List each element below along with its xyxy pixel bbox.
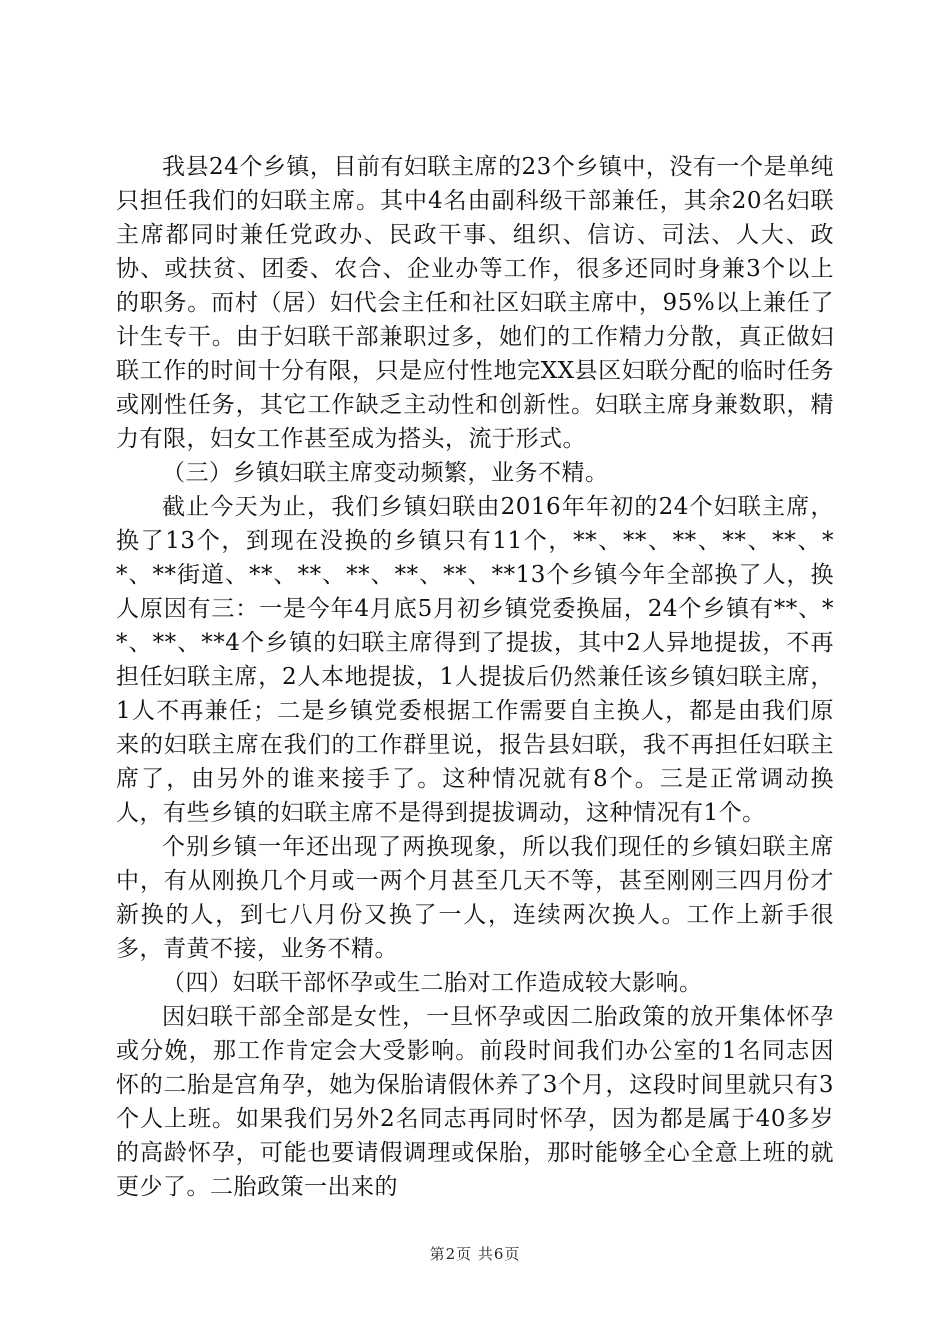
paragraph-frequent-changes: 截止今天为止，我们乡镇妇联由2016年年初的24个妇联主席，换了13个，到现在没换的乡镇只有11个，**、**、**、**、**、**、**街道、**、**、**、**、**、**13个乡镇今年全部换了人，换人原因有三：一是今年4月底5月初乡镇党委换届，24个乡镇有**、**、**、**4个乡镇的妇联主席得到了提拔，其中2人异地提拔，不再担任妇联主席，2人本地提拔，1人提拔后仍然兼任该乡镇妇联主席，1人不再兼任；二是乡镇党委根据工作需要自主换人，都是由我们原来的妇联主席在我们的工作群里说，报告县妇联，我不再担任妇联主席了，由另外的谁来接手了。这种情况就有8个。三是正常调动换人，有些乡镇的妇联主席不是得到提拔调动，这种情况有1个。 (116, 494, 834, 826)
section-heading-3: （三）乡镇妇联主席变动频繁，业务不精。 (162, 460, 609, 486)
document-body (116, 150, 834, 1204)
paragraph-pregnancy-impact: 因妇联干部全部是女性，一旦怀孕或因二胎政策的放开集体怀孕或分娩，那工作肯定会大受影响。前段时间我们办公室的1名同志因怀的二胎是宫角孕，她为保胎请假休养了3个月，这段时间里就只有3个人上班。如果我们另外2名同志再同时怀孕，因为都是属于40多岁的高龄怀孕，可能也要请假调理或保胎，那时能够全心全意上班的就更少了。二胎政策一出来的 (116, 1004, 834, 1200)
paragraph-double-replacement: 个别乡镇一年还出现了两换现象，所以我们现任的乡镇妇联主席中，有从刚换几个月或一两个月甚至几天不等，甚至刚刚三四月份才新换的人，到七八月份又换了一人，连续两次换人。工作上新手很多，青黄不接，业务不精。 (116, 834, 834, 962)
paragraph-staff-concurrent-posts: 我县24个乡镇，目前有妇联主席的23个乡镇中，没有一个是单纯只担任我们的妇联主席。其中4名由副科级干部兼任，其余20名妇联主席都同时兼任党政办、民政干事、组织、信访、司法、人大、政协、或扶贫、团委、农合、企业办等工作，很多还同时身兼3个以上的职务。而村（居）妇代会主任和社区妇联主席中，95%以上兼任了计生专干。由于妇联干部兼职过多，她们的工作精力分散，真正做妇联工作的时间十分有限，只是应付性地完XX县区妇联分配的临时任务或刚性任务，其它工作缺乏主动性和创新性。妇联主席身兼数职，精力有限，妇女工作甚至成为搭头，流于形式。 (116, 154, 834, 452)
page-number-footer: 第2页 共6页 (429, 1245, 521, 1263)
section-heading-4: （四）妇联干部怀孕或生二胎对工作造成较大影响。 (162, 970, 703, 996)
